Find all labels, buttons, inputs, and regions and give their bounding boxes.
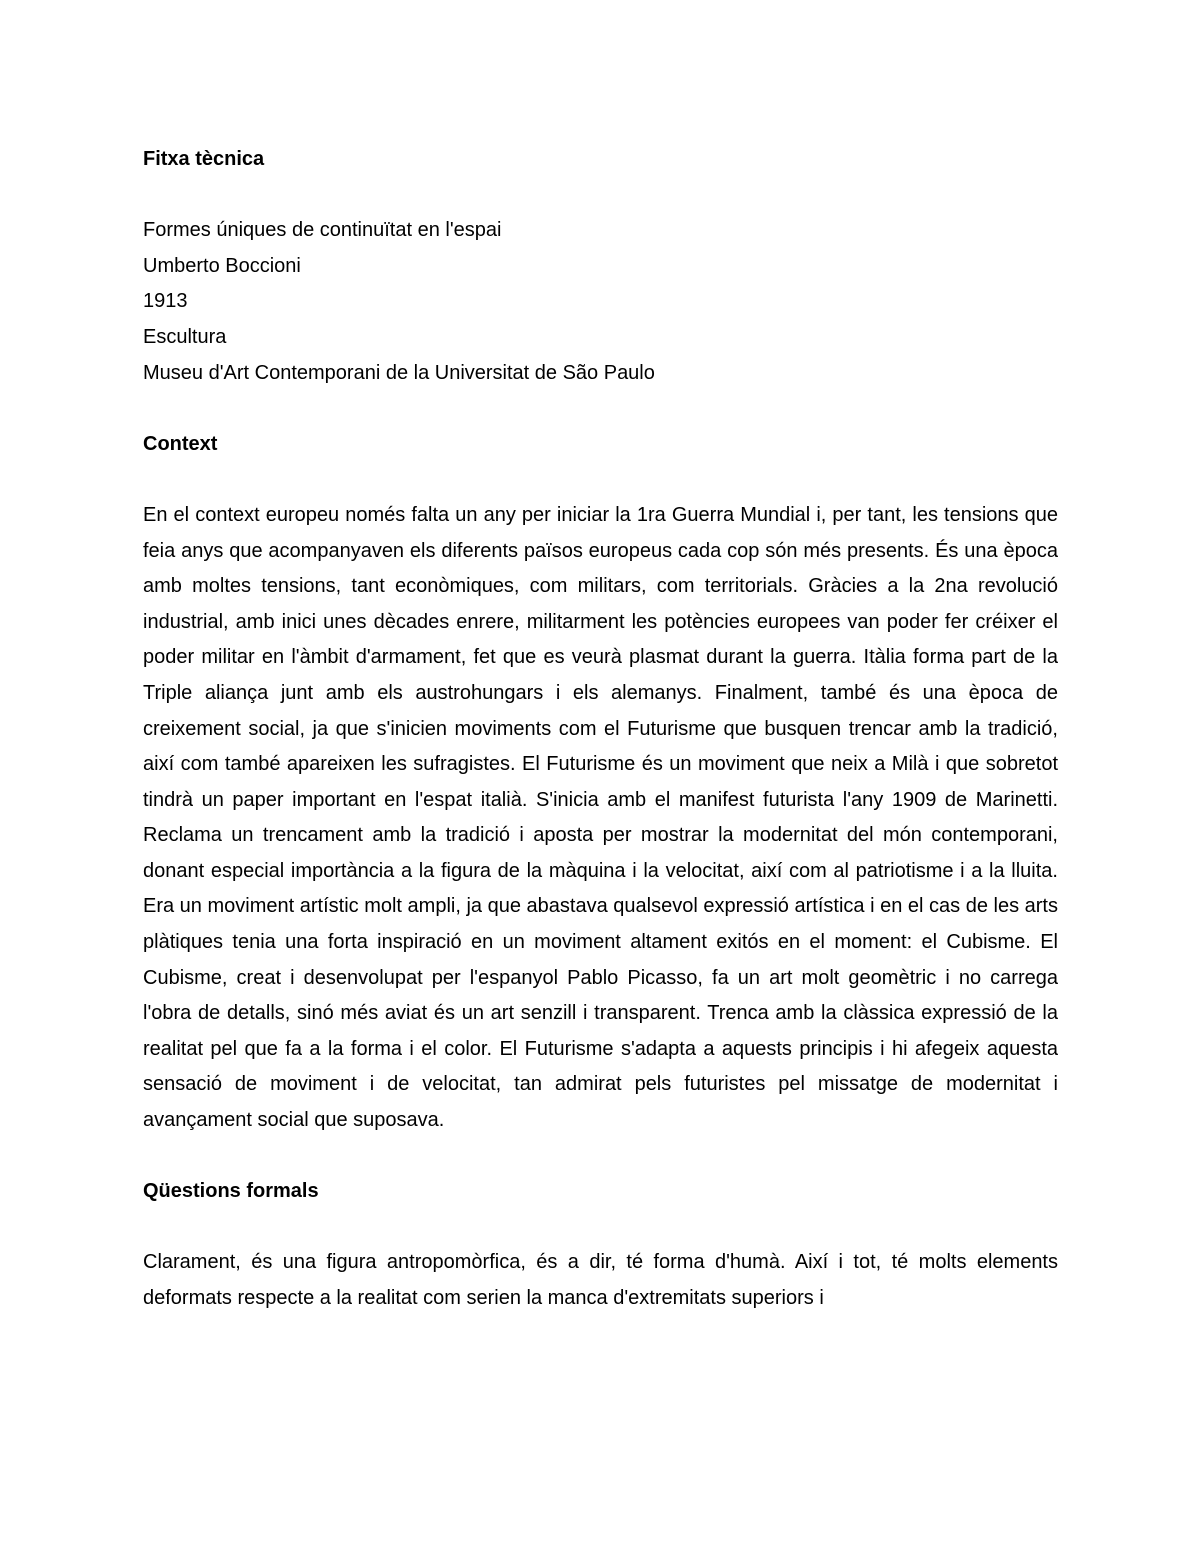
- questions-paragraph: Clarament, és una figura antropomòrfica, és a dir, té forma d'humà. Així i tot, té molts elements deformats respecte a la realitat com serien la manca d'extremitats superiors i: [143, 1251, 1058, 1309]
- context-heading: Context: [143, 432, 218, 455]
- artwork-year: 1913: [143, 290, 188, 313]
- artwork-author: Umberto Boccioni: [143, 254, 301, 277]
- fitxa-details: [143, 213, 1058, 391]
- fitxa-heading: Fitxa tècnica: [143, 148, 265, 170]
- context-paragraph: En el context europeu només falta un any per iniciar la 1ra Guerra Mundial i, per tant, les tensions que feia anys que acompanyaven els diferents països europeus cada cop són més presents. És una època amb moltes tensions, tant econòmiques, com militars, com territorials. Gràcies a la 2na revolució industrial, amb inici unes dècades enrere, militarment les potències europees van poder fer créixer el poder militar en l'àmbit d'armament, fet que es veurà plasmat durant la guerra. Itàlia forma part de la Triple aliança junt amb els austrohungars i els alemanys. Finalment, també és una època de creixement social, ja que s'inicien moviments com el Futurisme que busquen trencar amb la tradició, així com també apareixen les sufragistes. El Futurisme és un moviment que neix a Milà i que sobretot tindrà un paper important en l'espat italià. S'inicia amb el manifest futurista l'any 1909 de Marinetti. Reclama un trencament amb la tradició i aposta per mostrar la modernitat del món contemporani, donant especial importància a la figura de la màquina i la velocitat, així com al patriotisme i a la lluita. Era un moviment artístic molt ampli, ja que abastava qualsevol expressió artística i en el cas de les arts plàtiques tenia una forta inspiració en un moviment altament exitós en el moment: el Cubisme. El Cubisme, creat i desenvolupat per l'espanyol Pablo Picasso, fa un art molt geomètric i no carrega l'obra de detalls, sinó més aviat és un art senzill i transparent. Trenca amb la clàssica expressió de la realitat pel que fa a la forma i el color. El Futurisme s'adapta a aquests principis i hi afegeix aquesta sensació de moviment i de velocitat, tan admirat pels futuristes pel missatge de modernitat i avançament social que suposava.: [143, 503, 1058, 1132]
- questions-heading: Qüestions formals: [143, 1180, 319, 1203]
- artwork-title: Formes úniques de continuïtat en l'espai: [143, 219, 502, 242]
- artwork-type: Escultura: [143, 325, 227, 348]
- artwork-location: Museu d'Art Contemporani de la Universitat de São Paulo: [143, 361, 655, 384]
- document-content: [143, 142, 1058, 1317]
